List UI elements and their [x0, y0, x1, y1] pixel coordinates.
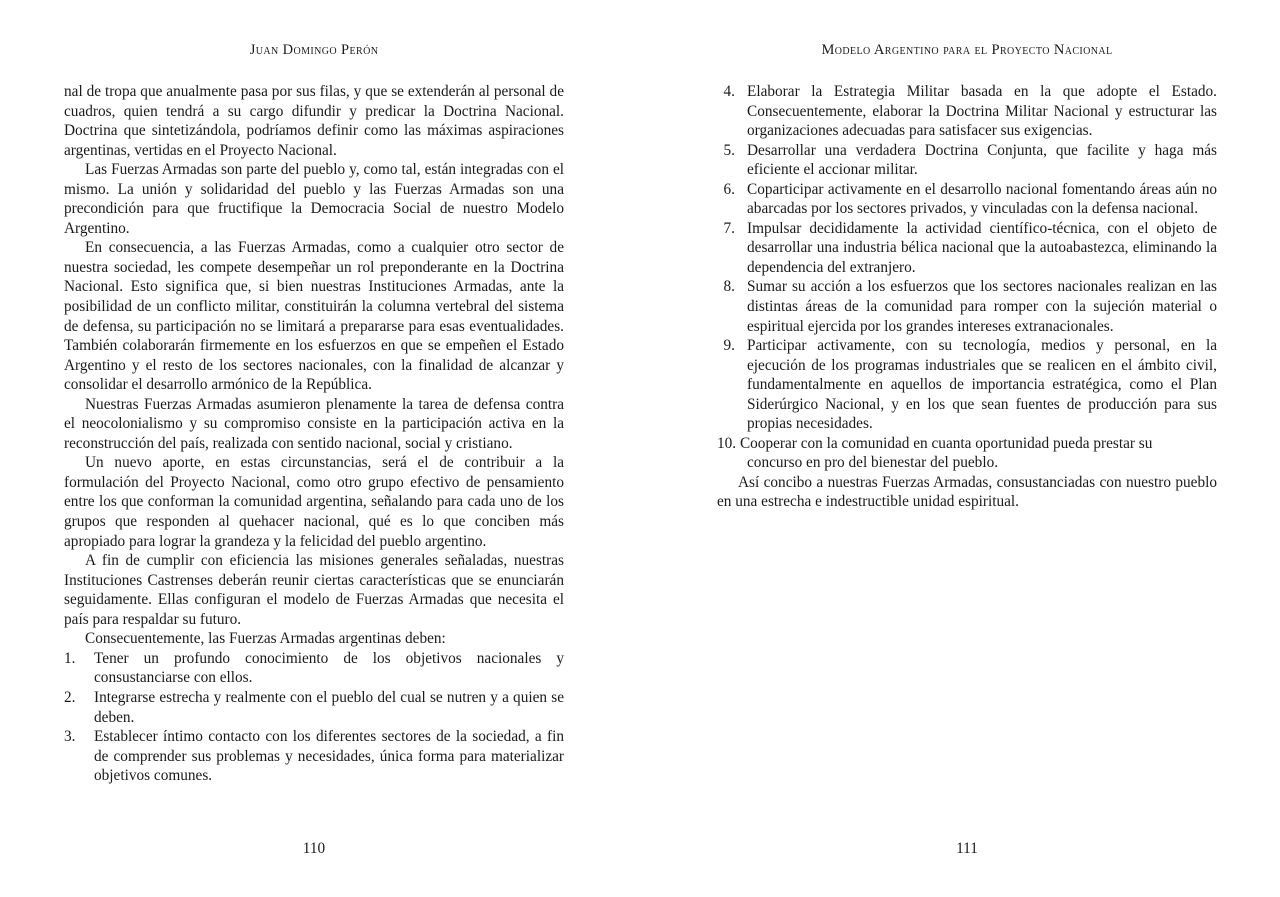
list-item	[64, 727, 564, 786]
list-item-number: 8.	[723, 278, 735, 296]
closing-paragraph: Así concibo a nuestras Fuerzas Armadas, consustanciadas con nuestro pueblo en una estrecha e indestructible unidad espiritual.	[717, 473, 1217, 511]
right-page-body	[717, 82, 1217, 512]
list-item-text: Tener un profundo conocimiento de los objetivos nacionales y consustanciarse con ellos.	[94, 649, 564, 687]
list-item	[717, 180, 1217, 219]
list-item-text: Establecer íntimo contacto con los diferentes sectores de la sociedad, a fin de comprender sus problemas y necesidades, única forma para materializar objetivos comunes.	[94, 728, 564, 785]
numbered-list-right	[717, 82, 1217, 473]
list-item-text: Desarrollar una verdadera Doctrina Conjunta, que facilite y haga más eficiente el accionar militar.	[747, 141, 1217, 179]
list-item-text: Participar activamente, con su tecnología, medios y personal, en la ejecución de los programas industriales que se realicen en el ámbito civil, fundamentalmente en aquellos de importancia estratégica, como el Plan Siderúrgico Nacional, y en los que sean fuentes de producción para sus propias necesidades.	[747, 337, 1217, 433]
list-item-number: 4.	[723, 83, 735, 100]
paragraph: En consecuencia, a las Fuerzas Armadas, como a cualquier otro sector de nuestra sociedad, les compete desempeñar un rol preponderante en la Doctrina Nacional. Esto significa que, si bien nuestras Instituciones Armadas, ante la posibilidad de un conflicto militar, constituirán la columna vertebral del sistema de defensa, su participación no se limitará a prepararse para esas eventualidades. También colaborarán firmemente en los esfuerzos en que se empeñen el Estado Argentino y el resto de los sectores nacionales, con la finalidad de alcanzar y consolidar el desarrollo armónico de la República.	[64, 239, 564, 394]
numbered-list-left	[64, 649, 564, 786]
list-item-text: Impulsar decididamente la actividad científico-técnica, con el objeto de desarrollar una industria bélica nacional que la autoabastezca, eliminando la dependencia del extranjero.	[747, 219, 1217, 276]
list-item-number: 10.	[717, 434, 737, 452]
list-item-text: Integrarse estrecha y realmente con el pueblo del cual se nutren y a quien se deben.	[94, 688, 564, 726]
paragraph: Un nuevo aporte, en estas circunstancias, será el de contribuir a la formulación del Proyecto Nacional, como otro grupo efectivo de pensamiento entre los que conforman la comunidad argentina, señalando para cada uno de los grupos que responden al quehacer nacional, qué es lo que conciben más apropiado para lograr la grandeza y la felicidad del pueblo argentino.	[64, 454, 564, 550]
page-number-right: 111	[956, 840, 978, 857]
list-item	[64, 649, 564, 688]
paragraph: Las Fuerzas Armadas son parte del pueblo y, como tal, están integradas con el mismo. La unión y solidaridad del pueblo y las Fuerzas Armadas son una precondición para que fructifique la Democracia Social de nuestro Modelo Argentino.	[64, 161, 564, 237]
right-page	[717, 0, 1217, 897]
paragraph: nal de tropa que anualmente pasa por sus filas, y que se extenderán al personal de cuadros, quien tendrá a su cargo difundir y predicar la Doctrina Nacional. Doctrina que sintetizándola, podríamos definir como las máximas aspiraciones argentinas, vertidas en el Proyecto Nacional.	[64, 83, 564, 159]
paragraph: Consecuentemente, las Fuerzas Armadas argentinas deben:	[85, 630, 446, 648]
list-item	[717, 336, 1217, 434]
list-item	[717, 277, 1217, 336]
list-item-text: Elaborar la Estrategia Militar basada en la que adopte el Estado. Consecuentemente, elaborar la Doctrina Militar Nacional y estructurar las organizaciones adecuadas para satisfacer sus exigencias.	[747, 83, 1217, 140]
list-item-number: 7.	[723, 219, 735, 237]
list-item-number: 3.	[64, 728, 76, 746]
list-item	[64, 688, 564, 727]
list-item-number: 6.	[723, 180, 735, 198]
list-item-number: 5.	[723, 141, 735, 159]
list-item	[717, 82, 1217, 141]
list-item	[717, 219, 1217, 278]
list-item-text: Sumar su acción a los esfuerzos que los sectores nacionales realizan en las distintas áreas de la comunidad para romper con la sujeción material o espiritual ejercida por los grandes intereses extranacionales.	[747, 278, 1217, 335]
left-page	[64, 0, 564, 897]
list-item-number: 1.	[64, 649, 76, 667]
list-item-text: Coparticipar activamente en el desarrollo nacional fomentando áreas aún no abarcadas por los sectores privados, y vinculadas con la defensa nacional.	[747, 180, 1217, 218]
list-item	[717, 434, 1217, 473]
list-item-text-first-line: Cooperar con la comunidad en cuanta oportunidad pueda prestar su	[739, 434, 1153, 452]
running-head-right: Modelo Argentino para el Proyecto Nacional	[821, 42, 1113, 58]
list-item-number: 9.	[723, 337, 735, 355]
list-item-number: 2.	[64, 688, 76, 706]
page-number-left: 110	[302, 840, 326, 857]
list-item	[717, 141, 1217, 180]
running-head-left: Juan Domingo Perón	[249, 42, 379, 58]
left-page-body	[64, 82, 564, 786]
list-item-text-continuation: concurso en pro del bienestar del pueblo.	[747, 454, 999, 472]
paragraph: Nuestras Fuerzas Armadas asumieron plenamente la tarea de defensa contra el neocolonialismo y su compromiso consiste en la participación activa en la reconstrucción del país, realizada con sentido nacional, social y cristiano.	[64, 395, 564, 452]
paragraph: A fin de cumplir con eficiencia las misiones generales señaladas, nuestras Instituciones Castrenses deberán reunir ciertas características que se enunciarán seguidamente. Ellas configuran el modelo de Fuerzas Armadas que necesita el país para respaldar su futuro.	[64, 552, 564, 628]
